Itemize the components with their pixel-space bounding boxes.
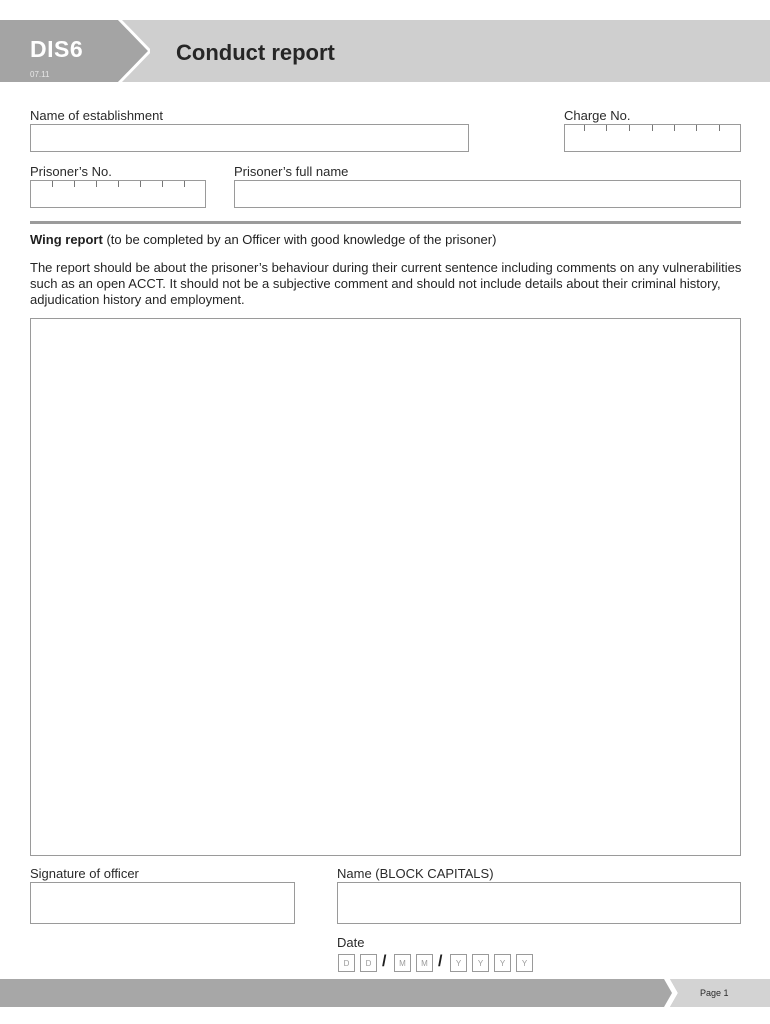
charge-no-tick (696, 125, 697, 131)
signature-field[interactable] (30, 882, 295, 924)
prisoner-no-tick (140, 181, 141, 187)
prisoner-no-tick (118, 181, 119, 187)
establishment-label: Name of establishment (30, 108, 163, 123)
prisoner-no-tick (96, 181, 97, 187)
page-number: Page 1 (700, 988, 729, 998)
date-separator: / (438, 953, 443, 970)
signature-label: Signature of officer (30, 866, 139, 881)
wing-report-instructions: The report should be about the prisoner’s behaviour during their current sentence including comments on any vulnerabilities such as an open ACCT. It should not be a subjective comment and should not include details about their criminal history, adjudication history and employment. (30, 260, 742, 307)
charge-no-tick (719, 125, 720, 131)
prisoner-no-tick (74, 181, 75, 187)
prisoner-name-label: Prisoner’s full name (234, 164, 349, 179)
form-code: DIS6 (30, 36, 84, 62)
date-month-cell[interactable]: M (416, 954, 433, 972)
wing-report-note: (to be completed by an Officer with good knowledge of the prisoner) (102, 232, 497, 247)
prisoner-no-tick (162, 181, 163, 187)
prisoner-no-tick (52, 181, 53, 187)
establishment-field[interactable] (30, 124, 469, 152)
charge-no-tick (652, 125, 653, 131)
prisoner-name-field[interactable] (234, 180, 741, 208)
wing-report-heading (30, 232, 496, 247)
date-day-cell[interactable]: D (338, 954, 355, 972)
wing-report-title: Wing report (30, 232, 103, 247)
prisoner-no-label: Prisoner’s No. (30, 164, 112, 179)
name-block-capitals-label: Name (BLOCK CAPITALS) (337, 866, 494, 881)
date-year-cell[interactable]: Y (450, 954, 467, 972)
charge-no-tick (629, 125, 630, 131)
date-year-cell[interactable]: Y (494, 954, 511, 972)
charge-no-tick (606, 125, 607, 131)
prisoner-no-tick (184, 181, 185, 187)
charge-no-tick (674, 125, 675, 131)
date-year-cell[interactable]: Y (472, 954, 489, 972)
charge-no-tick (584, 125, 585, 131)
charge-no-label: Charge No. (564, 108, 631, 123)
wing-report-textarea[interactable] (30, 318, 741, 856)
date-label: Date (337, 935, 365, 950)
form-version: 07.11 (30, 70, 50, 79)
date-day-cell[interactable]: D (360, 954, 377, 972)
prisoner-no-field[interactable] (30, 180, 206, 208)
date-year-cell[interactable]: Y (516, 954, 533, 972)
charge-no-field[interactable] (564, 124, 741, 152)
section-divider (30, 221, 741, 224)
name-block-capitals-field[interactable] (337, 882, 741, 924)
date-separator: / (382, 953, 387, 970)
date-month-cell[interactable]: M (394, 954, 411, 972)
page-title: Conduct report (176, 40, 335, 65)
footer-band (0, 979, 770, 1007)
